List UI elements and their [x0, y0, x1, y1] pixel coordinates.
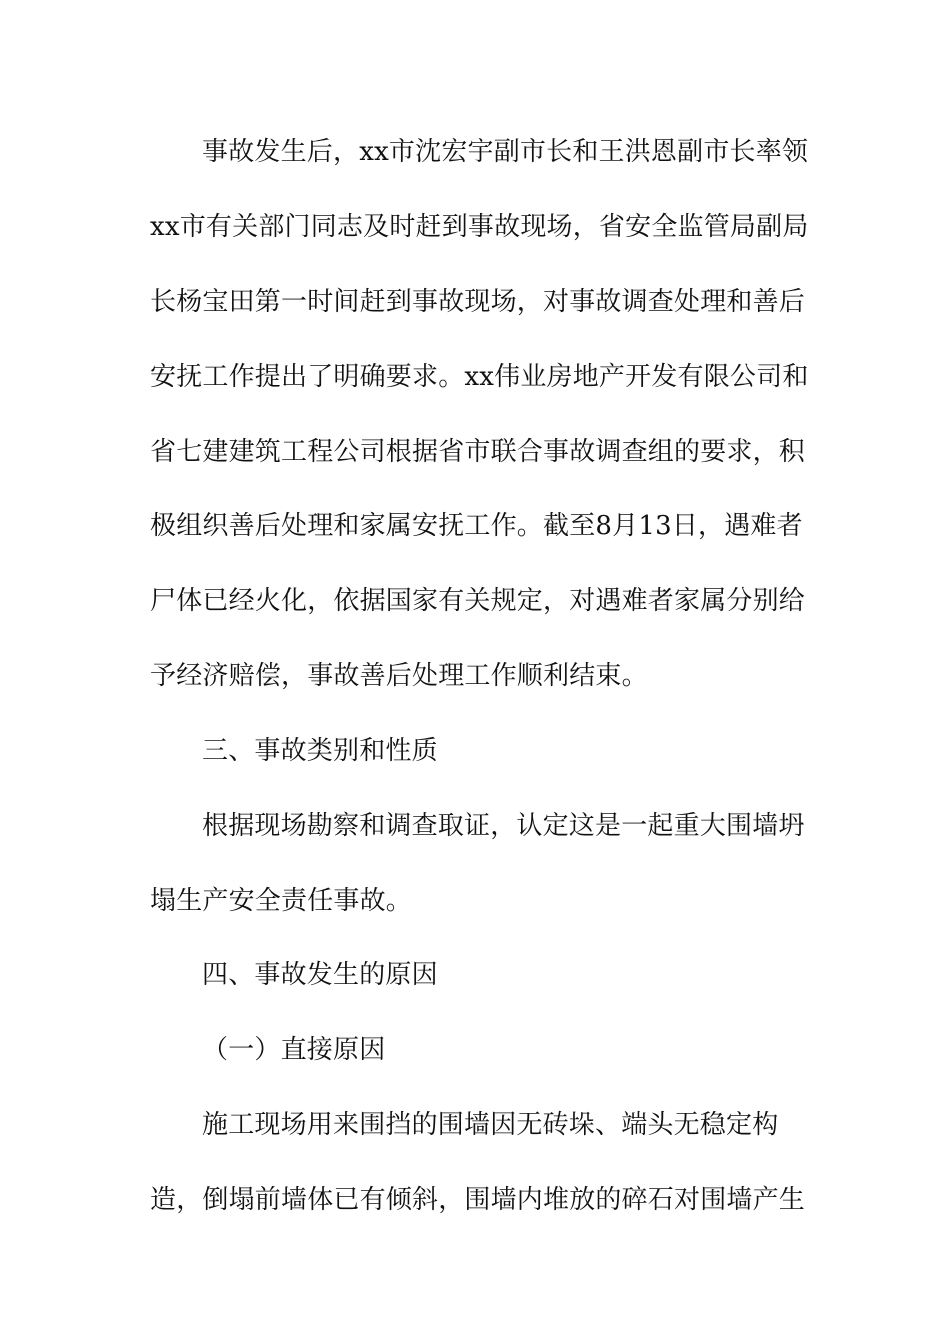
subsection-heading: （一）直接原因 [202, 1035, 386, 1065]
paragraph-line: 安抚工作提出了明确要求。xx伟业房地产开发有限公司和 [150, 362, 809, 392]
paragraph-line: 省七建建筑工程公司根据省市联合事故调查组的要求，积 [150, 437, 806, 467]
paragraph-line: 施工现场用来围挡的围墙因无砖垛、端头无稳定构 [202, 1110, 779, 1140]
paragraph-line: 根据现场勘察和调查取证，认定这是一起重大围墙坍 [202, 811, 805, 841]
paragraph-line: 予经济赔偿，事故善后处理工作顺利结束。 [150, 661, 648, 691]
section-heading: 四、事故发生的原因 [202, 960, 438, 990]
paragraph-line: 极组织善后处理和家属安抚工作。截至8月13日，遇难者 [150, 511, 803, 541]
paragraph-line: 事故发生后，xx市沈宏宇副市长和王洪恩副市长率领 [202, 137, 809, 167]
paragraph-line: 塌生产安全责任事故。 [150, 886, 413, 916]
paragraph-line: xx市有关部门同志及时赶到事故现场，省安全监管局副局 [150, 212, 809, 242]
section-heading: 三、事故类别和性质 [202, 736, 438, 766]
paragraph-line: 尸体已经火化，依据国家有关规定，对遇难者家属分别给 [150, 586, 806, 616]
paragraph-line: 长杨宝田第一时间赶到事故现场，对事故调查处理和善后 [150, 287, 806, 317]
paragraph-line: 造，倒塌前墙体已有倾斜，围墙内堆放的碎石对围墙产生 [150, 1185, 806, 1215]
